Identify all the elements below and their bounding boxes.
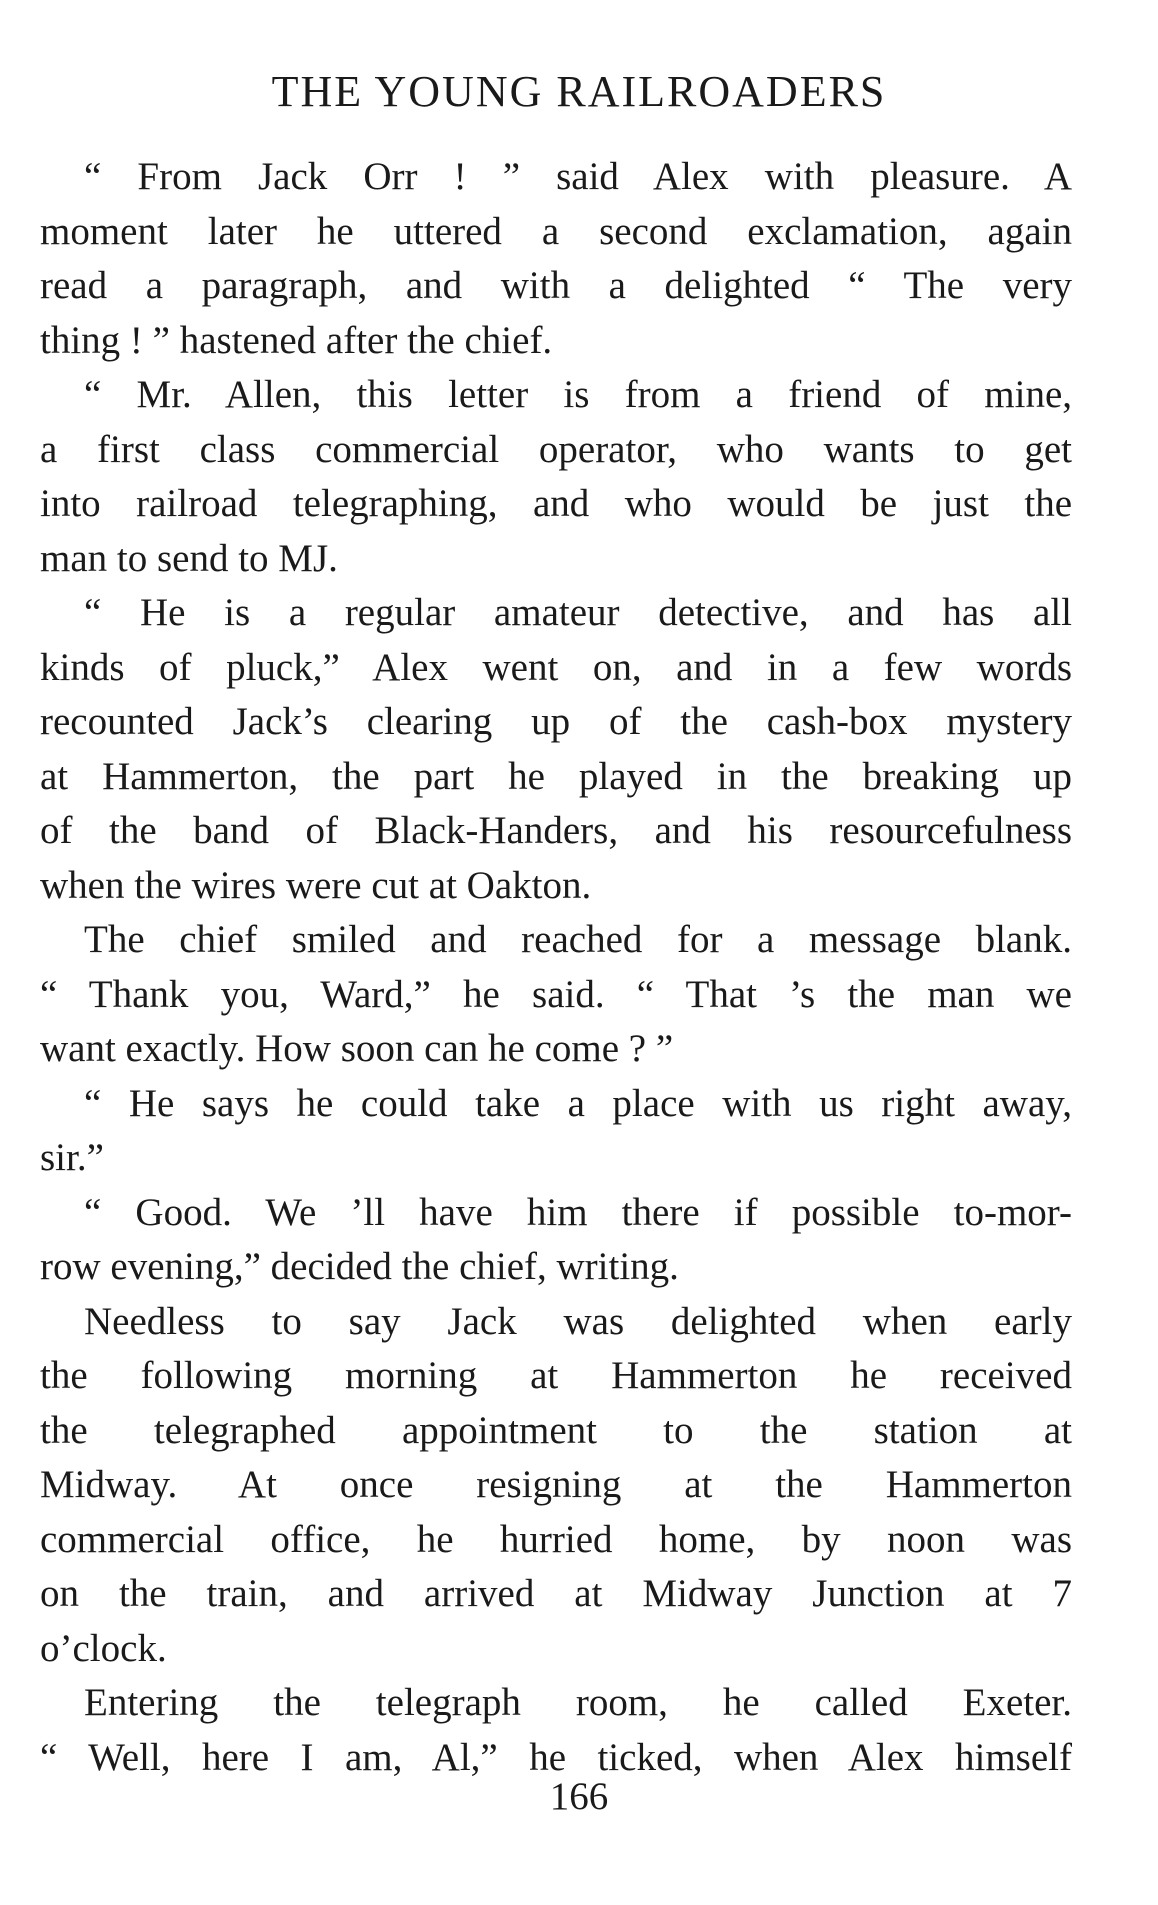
text-line: of the band of Black-Handers, and his resourcefulness (40, 809, 1072, 852)
text-line: “ He says he could take a place with us right away, (84, 1081, 1072, 1125)
text-line: Entering the telegraph room, he called Exeter. (84, 1681, 1072, 1724)
text-line: “ Good. We ’ll have him there if possible to-mor- (84, 1190, 1072, 1234)
text-line: “ Thank you, Ward,” he said. “ That ’s the man we (40, 972, 1072, 1016)
text-line: want exactly. How soon can he come ? ” (40, 1027, 674, 1070)
text-line: on the train, and arrived at Midway Junction at 7 (40, 1572, 1072, 1615)
text-line: Midway. At once resigning at the Hammerton (40, 1463, 1072, 1506)
text-line: into railroad telegraphing, and who would be just the (40, 482, 1072, 525)
text-line: a first class commercial operator, who wants to get (40, 427, 1072, 471)
text-line: “ He is a regular amateur detective, and has all (84, 591, 1072, 634)
text-line: moment later he uttered a second exclamation, again (40, 209, 1072, 253)
text-line: “ From Jack Orr ! ” said Alex with pleasure. A (84, 155, 1072, 198)
text-line: the following morning at Hammerton he received (40, 1354, 1072, 1397)
text-line: kinds of pluck,” Alex went on, and in a few words (40, 645, 1072, 689)
text-line: row evening,” decided the chief, writing. (40, 1245, 679, 1288)
text-line: sir.” (40, 1136, 104, 1179)
text-line: commercial office, he hurried home, by noon was (40, 1517, 1072, 1561)
text-line: The chief smiled and reached for a message blank. (84, 918, 1072, 961)
text-line: recounted Jack’s clearing up of the cash-box mystery (40, 700, 1072, 743)
text-line: Needless to say Jack was delighted when early (84, 1299, 1072, 1343)
text-line: o’clock. (40, 1626, 167, 1670)
text-line: man to send to MJ. (40, 536, 338, 580)
text-line: at Hammerton, the part he played in the breaking up (40, 754, 1072, 798)
text-line: “ Well, here I am, Al,” he ticked, when Alex himself (40, 1735, 1072, 1779)
text-line: “ Mr. Allen, this letter is from a friend of mine, (84, 373, 1072, 416)
text-line: read a paragraph, and with a delighted “ The very (40, 264, 1072, 307)
text-line: thing ! ” hastened after the chief. (40, 318, 553, 362)
page-number: 166 (549, 1775, 609, 1818)
text-line: when the wires were cut at Oakton. (40, 863, 592, 907)
body-text (40, 150, 1072, 1785)
text-line: the telegraphed appointment to the station at (40, 1408, 1072, 1452)
running-head-title: THE YOUNG RAILROADERS (271, 67, 887, 116)
